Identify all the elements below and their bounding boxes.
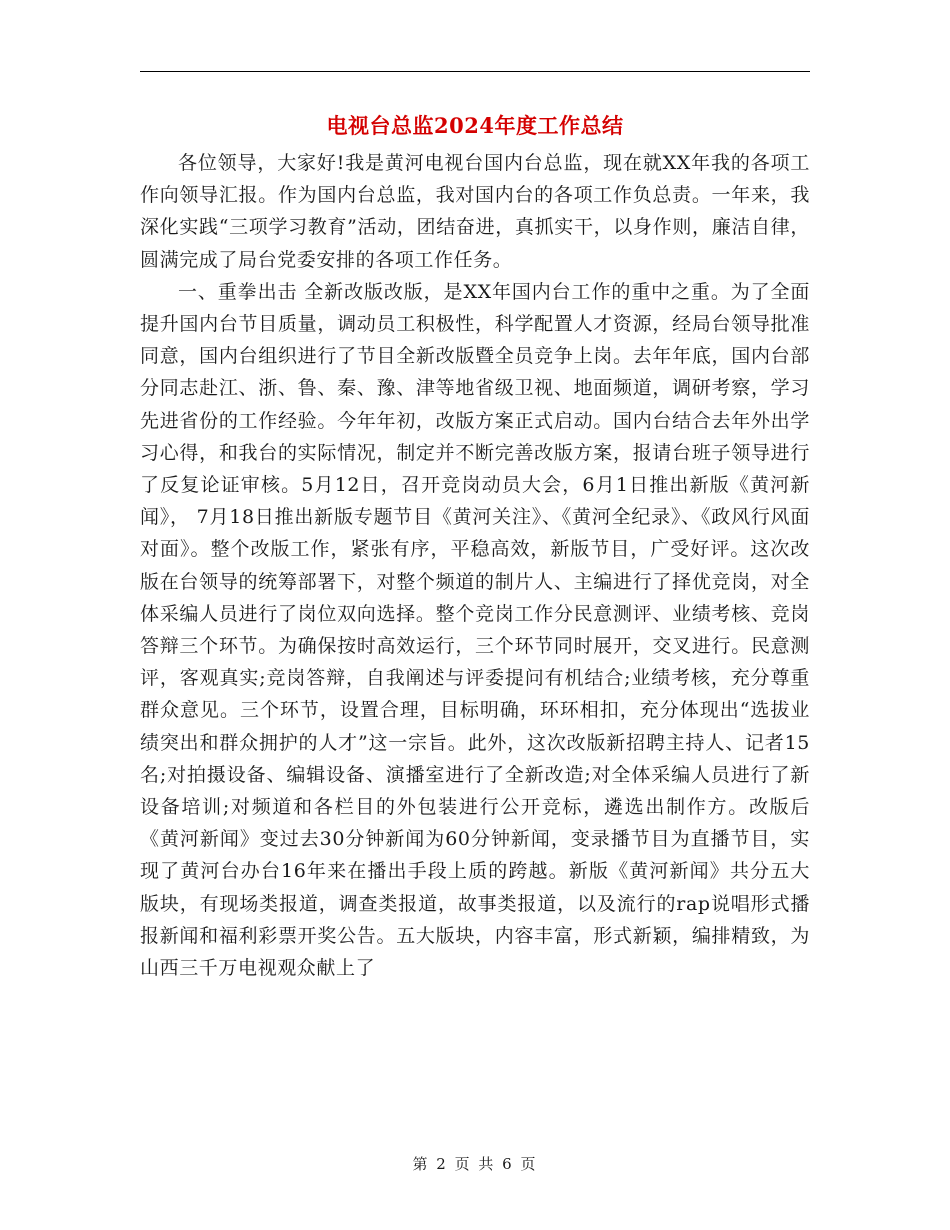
- page-number-footer: 第 2 页 共 6 页: [412, 1155, 538, 1173]
- header-rule: [140, 71, 810, 72]
- document-title: 电视台总监2024年度工作总结: [326, 113, 624, 138]
- document-body: [140, 147, 810, 984]
- paragraph-intro: 各位领导，大家好!我是黄河电视台国内台总监，现在就XX年我的各项工作向领导汇报。作为国内台总监，我对国内台的各项工作负总责。一年来，我深化实践“三项学习教育”活动，团结奋进，真抓实干，以身作则，廉洁自律，圆满完成了局台党委安排的各项工作任务。: [140, 152, 810, 271]
- paragraph-section-one: 一、重拳出击 全新改版改版，是XX年国内台工作的重中之重。为了全面提升国内台节目质量，调动员工积极性，科学配置人才资源，经局台领导批准同意，国内台组织进行了节目全新改版暨全员竞争上岗。去年年底，国内台部分同志赴江、浙、鲁、秦、豫、津等地省级卫视、地面频道，调研考察，学习先进省份的工作经验。今年年初，改版方案正式启动。国内台结合去年外出学习心得，和我台的实际情况，制定并不断完善改版方案，报请台班子领导进行了反复论证审核。5月12日，召开竞岗动员大会，6月1日推出新版《黄河新闻》， 7月18日推出新版专题节目《黄河关注》、《黄河全纪录》、《政风行风面对面》。整个改版工作，紧张有序，平稳高效，新版节目，广受好评。这次改版在台领导的统筹部署下，对整个频道的制片人、主编进行了择优竞岗，对全体采编人员进行了岗位双向选择。整个竞岗工作分民意测评、业绩考核、竞岗答辩三个环节。为确保按时高效运行，三个环节同时展开，交叉进行。民意测评，客观真实;竞岗答辩，自我阐述与评委提问有机结合;业绩考核，充分尊重群众意见。三个环节，设置合理，目标明确，环环相扣，充分体现出“选拔业绩突出和群众拥护的人才”这一宗旨。此外，这次改版新招聘主持人、记者15名;对拍摄设备、编辑设备、演播室进行了全新改造;对全体采编人员进行了新设备培训;对频道和各栏目的外包装进行公开竞标，遴选出制作方。改版后《黄河新闻》变过去30分钟新闻为60分钟新闻，变录播节目为直播节目，实现了黄河台办台16年来在播出手段上质的跨越。新版《黄河新闻》共分五大版块，有现场类报道，调查类报道，故事类报道，以及流行的rap说唱形式播报新闻和福利彩票开奖公告。五大版块，内容丰富，形式新颖，编排精致，为山西三千万电视观众献上了: [140, 280, 810, 980]
